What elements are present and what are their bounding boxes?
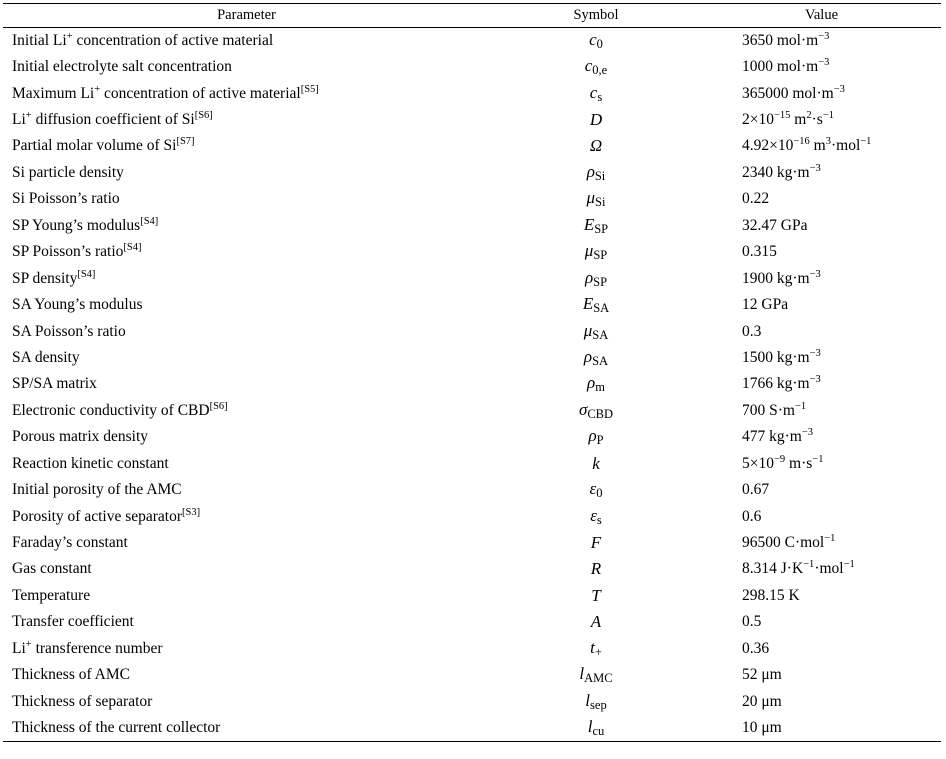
table-row — [3, 688, 941, 714]
value-superscript: −16 — [793, 136, 810, 148]
symbol-subscript: + — [594, 644, 602, 659]
value-cell — [702, 28, 941, 54]
table-row — [3, 451, 941, 477]
value-superscript: −3 — [801, 427, 814, 439]
value-text: 5×10 — [742, 454, 774, 472]
parameter-text: Initial porosity of the AMC — [12, 481, 182, 499]
symbol-subscript: AMC — [584, 671, 613, 686]
value-superscript-2: 2 — [806, 110, 812, 122]
value-cell — [702, 133, 941, 159]
parameter-cell — [3, 265, 490, 291]
parameter-cell — [3, 133, 490, 159]
value-cell — [702, 609, 941, 635]
value-superscript: −3 — [818, 57, 830, 69]
parameter-text: Thickness of AMC — [12, 666, 130, 684]
symbol-subscript: SP — [593, 248, 608, 263]
symbol-main: μ — [586, 188, 596, 208]
parameter-text-tail: concentration of active material — [72, 31, 274, 49]
value-cell — [702, 239, 941, 265]
value-text: 52 μm — [742, 666, 782, 684]
value-text: 10 μm — [742, 718, 782, 736]
symbol-subscript: SA — [593, 301, 610, 316]
symbol-subscript: CBD — [587, 406, 614, 421]
symbol-main: Ω — [589, 136, 603, 156]
symbol-main: E — [583, 214, 595, 234]
value-text: 12 GPa — [742, 296, 789, 314]
parameter-text: Partial molar volume of Si — [12, 137, 177, 155]
symbol-main: ρ — [583, 346, 593, 366]
symbol-cell — [490, 688, 702, 714]
value-text: 1900 kg·m — [742, 269, 810, 287]
parameter-cell — [3, 186, 490, 212]
reference-marker: [S4] — [123, 242, 142, 254]
header-value: Value — [702, 4, 941, 28]
parameter-text: Maximum Li — [12, 84, 95, 102]
symbol-main: l — [585, 690, 591, 710]
value-superscript-2: −1 — [843, 559, 855, 571]
symbol-subscript: s — [596, 512, 602, 527]
header-parameter: Parameter — [3, 4, 490, 28]
parameter-text: Reaction kinetic constant — [12, 454, 169, 472]
symbol-main: F — [590, 533, 602, 553]
symbol-cell — [490, 186, 702, 212]
symbol-cell — [490, 662, 702, 688]
value-superscript: −3 — [818, 30, 830, 42]
value-superscript: −1 — [794, 400, 807, 412]
symbol-main: E — [582, 294, 594, 314]
parameter-superscript: + — [94, 83, 101, 95]
table-row — [3, 28, 941, 54]
value-text-tail: m·s — [785, 454, 813, 472]
value-cell — [702, 80, 941, 106]
value-cell — [702, 160, 941, 186]
value-text: 2340 kg·m — [742, 163, 810, 181]
parameter-cell — [3, 371, 490, 397]
symbol-cell — [490, 54, 702, 80]
symbol-subscript: 0 — [596, 486, 603, 501]
reference-marker: [S4] — [140, 215, 159, 227]
symbol-cell — [490, 160, 702, 186]
value-cell — [702, 107, 941, 133]
symbol-subscript: 0,e — [592, 63, 608, 78]
value-cell — [702, 636, 941, 662]
value-text: 0.67 — [742, 481, 770, 499]
symbol-main: ρ — [588, 426, 597, 446]
value-cell — [702, 530, 941, 556]
parameter-table — [3, 3, 941, 742]
value-superscript: −3 — [809, 374, 821, 386]
value-superscript: −3 — [809, 162, 821, 174]
value-text: 365000 mol·m — [742, 84, 834, 102]
symbol-main: ρ — [587, 373, 596, 393]
symbol-main: c — [589, 29, 597, 49]
symbol-main: c — [584, 56, 593, 76]
symbol-main: k — [592, 453, 600, 473]
symbol-main: R — [590, 559, 602, 579]
symbol-subscript: SP — [593, 274, 608, 289]
table-row — [3, 556, 941, 582]
table-row — [3, 636, 941, 662]
symbol-main: μ — [583, 320, 593, 340]
table-row — [3, 160, 941, 186]
parameter-text-tail: concentration of active material — [100, 84, 301, 102]
symbol-subscript: SP — [594, 221, 609, 236]
symbol-main: T — [591, 585, 601, 605]
table-row — [3, 318, 941, 344]
symbol-cell — [490, 715, 702, 741]
symbol-cell — [490, 213, 702, 239]
symbol-cell — [490, 609, 702, 635]
value-superscript: −1 — [824, 533, 836, 545]
value-superscript: −15 — [774, 110, 791, 122]
symbol-cell — [490, 398, 702, 424]
symbol-subscript: P — [596, 433, 604, 448]
parameter-cell — [3, 398, 490, 424]
symbol-cell — [490, 424, 702, 450]
header-symbol: Symbol — [490, 4, 702, 28]
value-superscript: −1 — [803, 559, 815, 571]
value-cell — [702, 715, 941, 741]
value-superscript-2: −1 — [812, 453, 824, 465]
value-cell — [702, 265, 941, 291]
value-text-tail-2: ·mol — [830, 137, 861, 155]
symbol-main: D — [589, 110, 603, 130]
table-row — [3, 107, 941, 133]
parameter-cell — [3, 239, 490, 265]
symbol-main: l — [587, 716, 593, 736]
reference-marker: [S3] — [182, 506, 201, 518]
value-superscript-3: −1 — [860, 136, 872, 148]
value-cell — [702, 186, 941, 212]
parameter-superscript: + — [25, 110, 32, 122]
parameter-text: SA Poisson’s ratio — [12, 322, 126, 340]
value-superscript-2: 3 — [825, 136, 831, 148]
value-text: 0.3 — [742, 322, 762, 340]
table-row — [3, 424, 941, 450]
parameter-text-tail: diffusion coefficient of Si — [31, 111, 195, 129]
symbol-main: c — [589, 82, 598, 102]
symbol-main: ρ — [586, 161, 595, 181]
value-cell — [702, 583, 941, 609]
symbol-cell — [490, 265, 702, 291]
table-row — [3, 133, 941, 159]
parameter-text: Si Poisson’s ratio — [12, 190, 120, 208]
value-cell — [702, 451, 941, 477]
parameter-text: Faraday’s constant — [12, 534, 128, 552]
table-row — [3, 715, 941, 741]
table-row — [3, 213, 941, 239]
symbol-subscript: cu — [592, 723, 605, 738]
value-text: 4.92×10 — [742, 137, 794, 155]
value-text: 0.6 — [742, 507, 762, 525]
reference-marker: [S4] — [77, 268, 96, 280]
value-text: 0.315 — [742, 243, 777, 261]
table-row — [3, 662, 941, 688]
parameter-text: Electronic conductivity of CBD — [12, 401, 210, 419]
value-superscript-3: −1 — [822, 110, 834, 122]
value-cell — [702, 662, 941, 688]
symbol-subscript: 0 — [596, 36, 603, 51]
value-text: 700 S·m — [742, 401, 795, 419]
value-text-tail: m — [809, 137, 826, 155]
parameter-text: Thickness of separator — [12, 692, 153, 710]
value-text-tail: ·mol — [814, 560, 844, 578]
table-row — [3, 54, 941, 80]
symbol-subscript: sep — [590, 697, 607, 712]
symbol-subscript: m — [595, 380, 605, 395]
parameter-cell — [3, 345, 490, 371]
parameter-cell — [3, 583, 490, 609]
parameter-text: Transfer coefficient — [12, 613, 134, 631]
parameter-superscript: + — [66, 30, 73, 42]
parameter-superscript: + — [25, 638, 32, 650]
table-row — [3, 371, 941, 397]
symbol-main: t — [590, 637, 595, 657]
value-superscript: −3 — [809, 347, 821, 359]
table-row — [3, 80, 941, 106]
parameter-text: SA Young’s modulus — [12, 296, 143, 314]
symbol-cell — [490, 451, 702, 477]
value-text: 8.314 J·K — [742, 560, 804, 578]
symbol-main: ε — [589, 479, 597, 499]
symbol-cell — [490, 371, 702, 397]
table-row — [3, 292, 941, 318]
parameter-cell — [3, 503, 490, 529]
parameter-cell — [3, 530, 490, 556]
symbol-cell — [490, 636, 702, 662]
parameter-text: Initial electrolyte salt concentration — [12, 58, 232, 76]
parameter-text: SP density — [12, 269, 78, 287]
parameter-text-tail: transference number — [31, 639, 163, 657]
symbol-subscript: Si — [594, 168, 606, 183]
value-superscript: −3 — [833, 83, 845, 95]
value-text: 1766 kg·m — [742, 375, 810, 393]
parameter-text: Porous matrix density — [12, 428, 149, 446]
parameter-text: Gas constant — [12, 560, 92, 578]
table-row — [3, 265, 941, 291]
reference-marker: [S6] — [209, 400, 228, 412]
parameter-cell — [3, 318, 490, 344]
symbol-cell — [490, 583, 702, 609]
value-cell — [702, 477, 941, 503]
value-cell — [702, 213, 941, 239]
symbol-subscript: Si — [595, 195, 606, 210]
value-cell — [702, 292, 941, 318]
symbol-main: A — [590, 612, 602, 632]
parameter-cell — [3, 107, 490, 133]
value-text: 20 μm — [742, 692, 782, 710]
parameter-text: SA density — [12, 348, 80, 366]
value-cell — [702, 54, 941, 80]
value-cell — [702, 503, 941, 529]
reference-marker: [S6] — [194, 110, 213, 122]
value-text: 0.22 — [742, 190, 770, 208]
parameter-cell — [3, 424, 490, 450]
symbol-cell — [490, 107, 702, 133]
value-cell — [702, 371, 941, 397]
parameter-text: Porosity of active separator — [12, 507, 183, 525]
table-body — [3, 28, 941, 742]
symbol-main: ρ — [584, 267, 594, 287]
parameter-cell — [3, 451, 490, 477]
parameter-cell — [3, 556, 490, 582]
value-text: 1500 kg·m — [742, 348, 810, 366]
symbol-cell — [490, 477, 702, 503]
parameter-text: Li — [12, 639, 26, 657]
parameter-cell — [3, 609, 490, 635]
parameter-cell — [3, 54, 490, 80]
table-row — [3, 345, 941, 371]
parameter-text: SP/SA matrix — [12, 375, 97, 393]
parameter-cell — [3, 715, 490, 741]
table-row — [3, 398, 941, 424]
parameter-cell — [3, 477, 490, 503]
table-row — [3, 583, 941, 609]
symbol-cell — [490, 28, 702, 54]
parameter-text: Initial Li — [12, 31, 67, 49]
table-row — [3, 239, 941, 265]
reference-marker: [S7] — [176, 136, 195, 148]
table-row — [3, 609, 941, 635]
value-text-tail-2: ·s — [811, 111, 823, 129]
parameter-text: Li — [12, 111, 26, 129]
symbol-cell — [490, 345, 702, 371]
symbol-main: μ — [584, 241, 594, 261]
symbol-cell — [490, 80, 702, 106]
value-cell — [702, 688, 941, 714]
symbol-cell — [490, 556, 702, 582]
symbol-cell — [490, 318, 702, 344]
value-text: 32.47 GPa — [742, 216, 808, 234]
parameter-cell — [3, 662, 490, 688]
parameter-cell — [3, 292, 490, 318]
value-superscript: −3 — [809, 268, 821, 280]
value-text: 0.5 — [742, 613, 762, 631]
value-text: 2×10 — [742, 111, 774, 129]
parameter-cell — [3, 160, 490, 186]
value-superscript: −9 — [774, 453, 786, 465]
parameter-cell — [3, 80, 490, 106]
parameter-text: Temperature — [12, 586, 91, 604]
symbol-subscript: SA — [592, 353, 609, 368]
symbol-cell — [490, 239, 702, 265]
parameter-cell — [3, 688, 490, 714]
value-text: 3650 mol·m — [742, 31, 819, 49]
symbol-cell — [490, 530, 702, 556]
symbol-cell — [490, 133, 702, 159]
table-row — [3, 530, 941, 556]
symbol-main: l — [579, 664, 585, 684]
value-cell — [702, 398, 941, 424]
header-row — [3, 4, 941, 28]
parameter-cell — [3, 636, 490, 662]
parameter-cell — [3, 213, 490, 239]
value-text: 96500 C·mol — [742, 534, 825, 552]
symbol-cell — [490, 292, 702, 318]
value-text: 0.36 — [742, 639, 770, 657]
reference-marker: [S5] — [300, 83, 319, 95]
table-row — [3, 477, 941, 503]
symbol-main: σ — [578, 399, 588, 419]
symbol-cell — [490, 503, 702, 529]
value-text: 477 kg·m — [742, 428, 802, 446]
parameter-text: Si particle density — [12, 163, 124, 181]
parameter-text: SP Poisson’s ratio — [12, 243, 124, 261]
parameter-text: Thickness of the current collector — [12, 718, 221, 736]
value-cell — [702, 556, 941, 582]
table-row — [3, 503, 941, 529]
symbol-subscript: s — [597, 89, 603, 104]
value-cell — [702, 318, 941, 344]
symbol-main: ε — [590, 505, 597, 525]
value-text-tail: m — [790, 111, 807, 129]
value-text: 1000 mol·m — [742, 58, 819, 76]
value-text: 298.15 K — [742, 586, 800, 604]
value-cell — [702, 424, 941, 450]
table-row — [3, 186, 941, 212]
parameter-text: SP Young’s modulus — [12, 216, 141, 234]
symbol-subscript: SA — [592, 327, 609, 342]
parameter-cell — [3, 28, 490, 54]
value-cell — [702, 345, 941, 371]
